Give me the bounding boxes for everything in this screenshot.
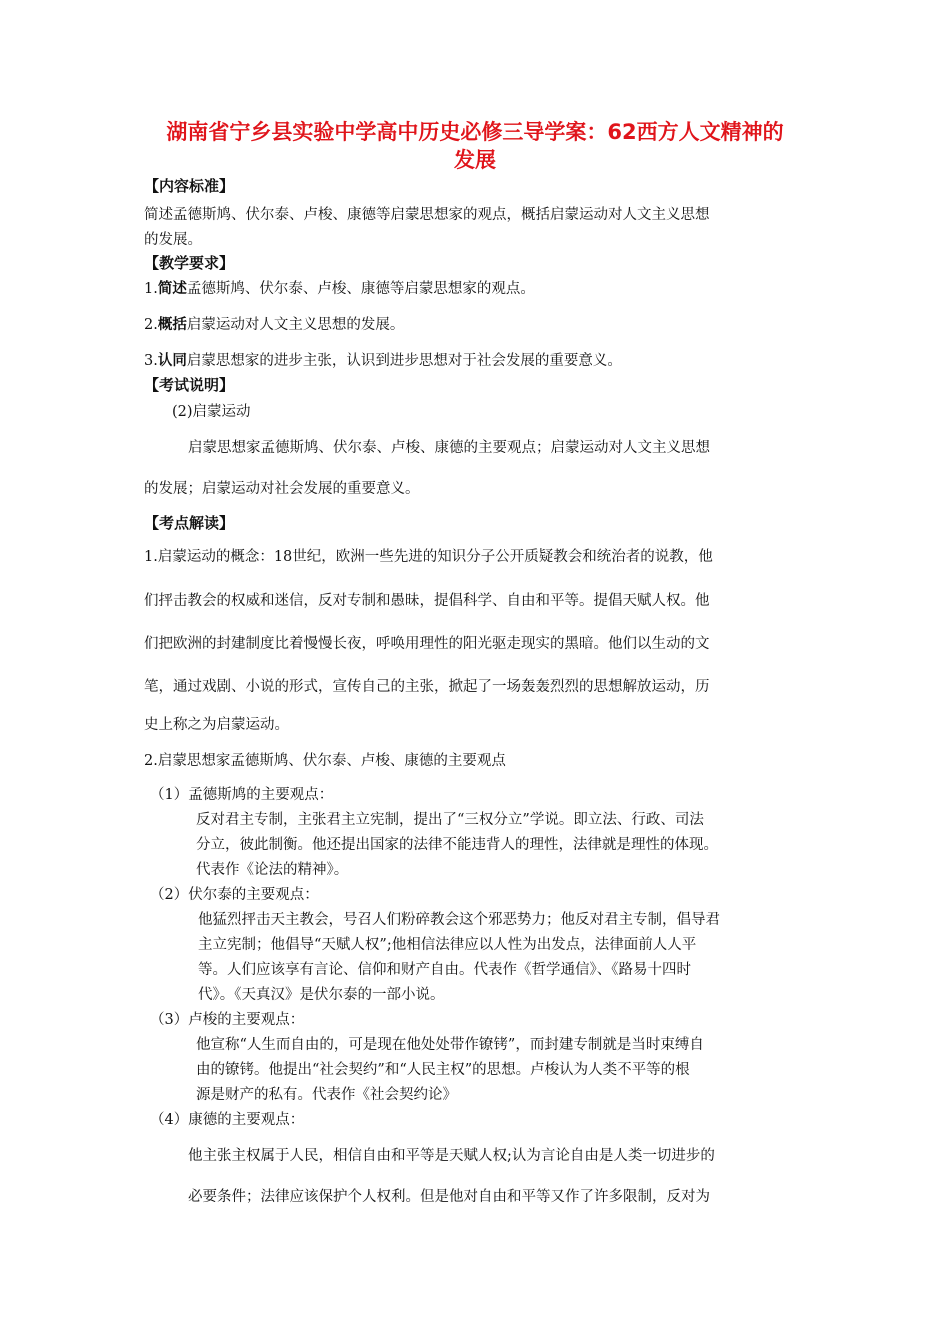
content-standard-line-1: 简述孟德斯鸠、伏尔泰、卢梭、康德等启蒙思想家的观点，概括启蒙运动对人文主义思想 [144,207,710,223]
heading-key-points: 【考点解读】 [144,514,235,532]
exam-notes-line-2: 的发展；启蒙运动对社会发展的重要意义。 [144,481,420,497]
title-line-1: 湖南省宁乡县实验中学高中历史必修三导学案：62西方人文精神的 [166,120,784,144]
rousseau-line-2: 由的镣铐。他提出“社会契约”和“人民主权”的思想。卢梭认为人类不平等的根 [196,1062,690,1078]
voltaire-line-2: 主立宪制；他倡导“天赋人权”;他相信法律应以人性为出发点，法律面前人人平 [198,937,697,953]
rousseau-line-1: 他宣称“人生而自由的，可是现在他处处带作镣铐”，而封建专制就是当时束缚自 [196,1037,704,1053]
exam-notes-line-1: 启蒙思想家孟德斯鸠、伏尔泰、卢梭、康德的主要观点；启蒙运动对人文主义思想 [188,440,710,456]
voltaire-label: （2）伏尔泰的主要观点： [150,887,319,903]
exam-notes-sub: (2)启蒙运动 [172,404,251,420]
rousseau-line-3: 源是财产的私有。代表作《社会契约论》 [196,1087,457,1103]
kant-line-2: 必要条件；法律应该保护个人权利。但是他对自由和平等又作了许多限制，反对为 [188,1189,710,1205]
heading-teaching-requirements: 【教学要求】 [144,254,235,272]
heading-content-standard: 【内容标准】 [144,177,235,195]
montesquieu-label: （1）孟德斯鸠的主要观点： [150,787,334,803]
key-point-2-heading: 2.启蒙思想家孟德斯鸠、伏尔泰、卢梭、康德的主要观点 [144,753,506,769]
key-point-1-line-2: 们抨击教会的权威和迷信，反对专制和愚昧，提倡科学、自由和平等。提倡天赋人权。他 [144,593,710,609]
voltaire-line-1: 他猛烈抨击天主教会，号召人们粉碎教会这个邪恶势力；他反对君主专制，倡导君 [198,912,720,928]
requirement-item-1: 1.简述孟德斯鸠、伏尔泰、卢梭、康德等启蒙思想家的观点。 [144,281,535,297]
heading-exam-notes: 【考试说明】 [144,376,235,394]
montesquieu-line-1: 反对君主专制，主张君主立宪制，提出了“三权分立”学说。即立法、行政、司法 [196,812,704,828]
rousseau-label: （3）卢梭的主要观点： [150,1012,305,1028]
requirement-item-3: 3.认同启蒙思想家的进步主张，认识到进步思想对于社会发展的重要意义。 [144,353,622,369]
key-point-1-line-5: 史上称之为启蒙运动。 [144,717,289,733]
key-point-1-line-1: 1.启蒙运动的概念：18世纪，欧洲一些先进的知识分子公开质疑教会和统治者的说教，他 [144,549,713,565]
voltaire-line-3: 等。人们应该享有言论、信仰和财产自由。代表作《哲学通信》、《路易十四时 [198,962,691,978]
montesquieu-line-3: 代表作《论法的精神》。 [196,862,349,878]
kant-label: （4）康德的主要观点： [150,1112,305,1128]
key-point-1-line-3: 们把欧洲的封建制度比着慢慢长夜，呼唤用理性的阳光驱走现实的黑暗。他们以生动的文 [144,636,710,652]
requirement-item-2: 2.概括启蒙运动对人文主义思想的发展。 [144,317,405,333]
key-point-1-line-4: 笔，通过戏剧、小说的形式，宣传自己的主张，掀起了一场轰轰烈烈的思想解放运动，历 [144,679,710,695]
document-title [130,118,820,174]
kant-line-1: 他主张主权属于人民，相信自由和平等是天赋人权;认为言论自由是人类一切进步的 [188,1148,715,1164]
content-standard-line-2: 的发展。 [144,232,202,248]
title-line-2: 发展 [454,148,496,172]
voltaire-line-4: 代》。《天真汉》是伏尔泰的一部小说。 [198,987,445,1003]
montesquieu-line-2: 分立，彼此制衡。他还提出国家的法律不能违背人的理性，法律就是理性的体现。 [196,837,718,853]
